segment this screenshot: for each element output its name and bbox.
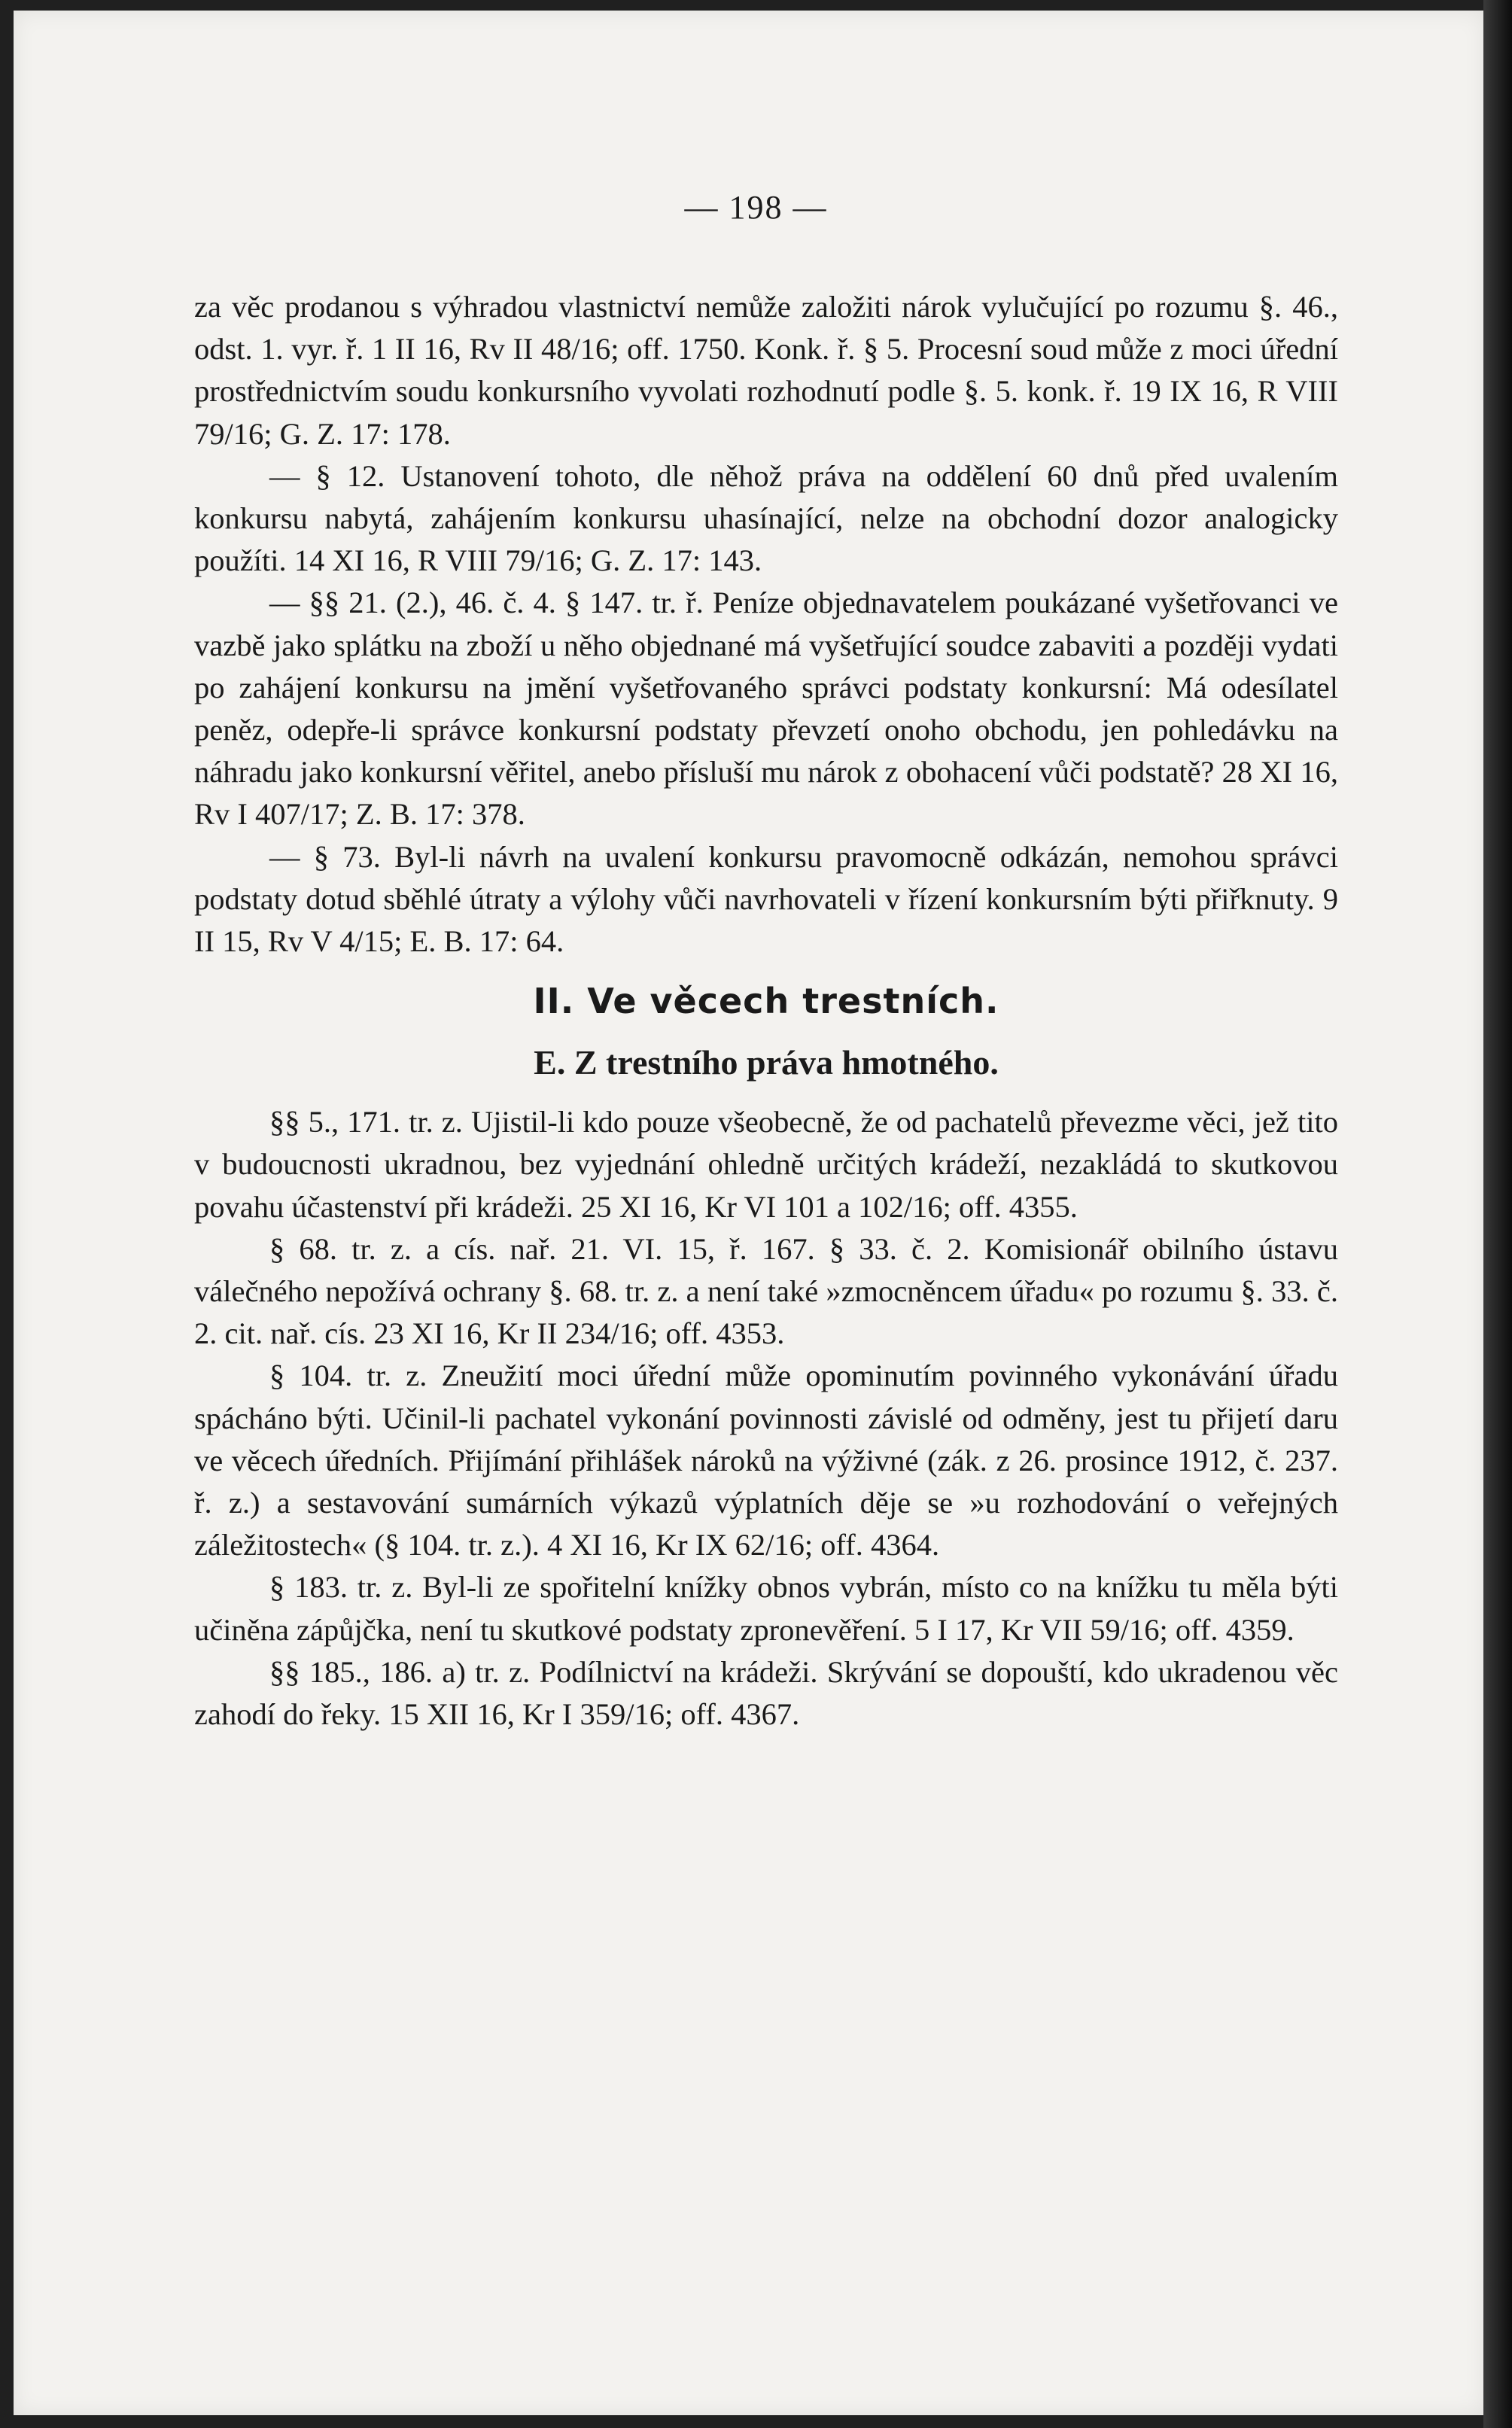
- paragraph-continuation: za věc prodanou s výhradou vlastnictví nemůže založiti nárok vylučující po rozumu §. 46., odst. 1. vyr. ř. 1 II 16, Rv II 48/16; off. 1750. Konk. ř. § 5. Procesní soud může z moci úřední prostřednictvím soudu konkursního vyvolati rozhodnutí podle §. 5. konk. ř. 19 IX 16, R VIII 79/16; G. Z. 17: 178.: [194, 290, 1338, 451]
- paragraph-tr-z-185: §§ 185., 186. a) tr. z. Podílnictví na krádeži. Skrývání se dopouští, kdo ukradenou věc zahodí do řeky. 15 XII 16, Kr I 359/16; off. 4367.: [194, 1654, 1338, 1732]
- subsection-heading: E. Z trestního práva hmotného.: [534, 1043, 999, 1082]
- spacer: [194, 1024, 1338, 1039]
- section-heading: II. Ve věcech trestních.: [533, 981, 999, 1022]
- page-body: [194, 286, 1338, 1736]
- paragraph-konk-12: — § 12. Ustanovení tohoto, dle něhož práva na oddělení 60 dnů před uvalením konkursu nabytá, zahájením konkursu uhasínající, nelze na obchodní dozor analogicky použíti. 14 XI 16, R VIII 79/16; G. Z. 17: 143.: [194, 458, 1338, 578]
- spacer: [194, 1086, 1338, 1101]
- paragraph-tr-z-183: § 183. tr. z. Byl-li ze spořitelní knížky obnos vybrán, místo co na knížku tu měla býti učiněna zápůjčka, není tu skutkové podstaty zpronevěření. 5 I 17, Kr VII 59/16; off. 4359.: [194, 1570, 1338, 1647]
- paragraph-konk-73: — § 73. Byl-li návrh na uvalení konkursu pravomocně odkázán, nemohou správci podstaty dotud sběhlé útraty a výlohy vůči navrhovateli v řízení konkursním býti přiřknuty. 9 II 15, Rv V 4/15; E. B. 17: 64.: [194, 839, 1338, 959]
- spacer: [194, 963, 1338, 978]
- page-edge-shadow: [1483, 0, 1512, 2428]
- paragraph-tr-z-5: §§ 5., 171. tr. z. Ujistil-li kdo pouze všeobecně, že od pachatelů převezme věci, jež tito v budoucnosti ukradnou, bez vyjednání ohledně určitých krádeží, nezakládá to skutkovou povahu účastenství při krádeži. 25 XI 16, Kr VI 101 a 102/16; off. 4355.: [194, 1105, 1338, 1224]
- paragraph-tr-z-68: § 68. tr. z. a cís. nař. 21. VI. 15, ř. 167. § 33. č. 2. Komisionář obilního ústavu válečného nepožívá ochrany §. 68. tr. z. a není také »zmocněncem úřadu« po rozumu §. 33. č. 2. cit. nař. cís. 23 XI 16, Kr II 234/16; off. 4353.: [194, 1231, 1338, 1351]
- page-number: — 198 —: [684, 189, 828, 226]
- paragraph-tr-r-21: — §§ 21. (2.), 46. č. 4. § 147. tr. ř. Peníze objednavatelem poukázané vyšetřovanci ve vazbě jako splátku na zboží u něho objednané má vyšetřující soudce zabaviti a později vydati po zahájení konkursu na jmění vyšetřovaného správci podstaty konkursní: Má odesílatel peněz, odepře-li správce konkursní podstaty převzetí onoho obchodu, jen pohledávku na náhradu jako konkursní věřitel, anebo přísluší mu nárok z obohacení vůči podstatě? 28 XI 16, Rv I 407/17; Z. B. 17: 378.: [194, 586, 1338, 832]
- paragraph-tr-z-104: § 104. tr. z. Zneužití moci úřední může opominutím povinného vykonávání úřadu spácháno býti. Učinil-li pachatel vykonání povinnosti závislé od odměny, jest tu přijetí daru ve věcech úředních. Přijímání přihlášek nároků na výživné (zák. z 26. prosince 1912, č. 237. ř. z.) a sestavování sumárních výkazů výplatních děje se »u rozhodování o veřejných záležitostech« (§ 104. tr. z.). 4 XI 16, Kr IX 62/16; off. 4364.: [194, 1359, 1338, 1562]
